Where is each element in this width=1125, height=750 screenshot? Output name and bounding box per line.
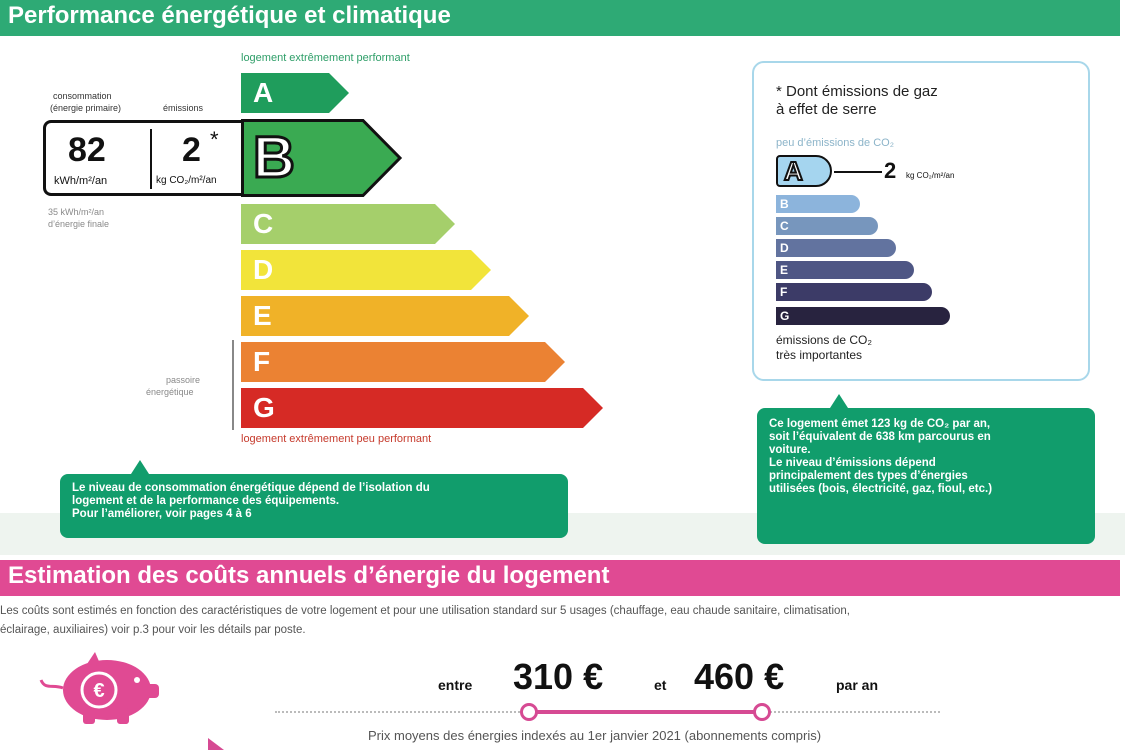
ges-title	[776, 83, 938, 119]
piggy-bank-icon	[35, 650, 165, 725]
final-energy-label: d’énergie finale	[48, 219, 110, 229]
ges-value-unit: kg CO₂/m²/an	[906, 171, 955, 180]
column-emissions-label: émissions	[163, 103, 204, 113]
ges-panel	[752, 61, 1090, 381]
energy-class-g-bar	[241, 388, 605, 428]
energy-class-e-bar	[241, 296, 531, 336]
ges-title-line: à effet de serre	[776, 101, 877, 118]
cost-section-title: Estimation des coûts annuels d’énergie du logement	[0, 560, 1120, 596]
passoire-marker-line	[232, 340, 234, 430]
value-divider	[150, 129, 152, 189]
cost-high-value: 460 €	[694, 656, 785, 697]
energy-note-line: Pour l’améliorer, voir pages 4 à 6	[72, 508, 252, 520]
energy-note-box	[60, 474, 568, 538]
cost-between-label: entre	[438, 677, 473, 693]
energy-class-e-letter: E	[253, 300, 272, 331]
pink-arrow-icon	[208, 738, 224, 750]
ges-note-line: utilisées (bois, électricité, gaz, fioul, etc.)	[769, 483, 993, 495]
ges-class-f-letter: F	[780, 285, 788, 299]
ges-class-c-letter: C	[780, 219, 789, 233]
final-energy-value: 35 kWh/m²/an	[48, 207, 105, 217]
energy-class-a-letter: A	[253, 77, 274, 108]
energy-note-pointer	[131, 460, 149, 474]
passoire-label: passoire	[166, 375, 201, 385]
energy-class-d-letter: D	[253, 254, 274, 285]
ges-class-b-bar	[776, 195, 860, 213]
ges-note-line: Le niveau d’émissions dépend	[769, 457, 936, 469]
ges-class-d-bar	[776, 239, 896, 257]
ges-title-line: * Dont émissions de gaz	[776, 83, 938, 100]
cost-description-line: éclairage, auxiliaires) voir p.3 pour voir les détails par poste.	[0, 624, 306, 636]
ges-class-a-letter: A	[784, 156, 803, 186]
energy-class-f-letter: F	[253, 346, 271, 377]
ges-class-f-bar	[776, 283, 932, 301]
ges-note-line: principalement des types d’énergies	[769, 470, 968, 482]
cost-range-segment	[528, 710, 762, 714]
ges-high-label	[776, 333, 872, 363]
cost-description-line: Les coûts sont estimés en fonction des caractéristiques de votre logement et pour une utilisation standard sur 5 usages (chauffage, eau chaude sanitaire, climatisation,	[0, 605, 851, 617]
energy-note-line: logement et de la performance des équipements.	[72, 495, 340, 507]
scale-top-label: logement extrêmement performant	[241, 52, 410, 64]
column-conso-label: consommation	[53, 91, 112, 101]
cost-footnote: Prix moyens des énergies indexés au 1er janvier 2021 (abonnements compris)	[368, 728, 822, 743]
cost-description	[0, 602, 1125, 640]
ges-class-e-letter: E	[780, 263, 789, 277]
cost-per-year-label: par an	[836, 677, 879, 693]
energy-class-b-bar-current	[241, 119, 403, 197]
energy-value-box	[43, 120, 243, 196]
ges-low-label: peu d’émissions de CO₂	[776, 137, 894, 149]
performance-section-title: Performance énergétique et climatique	[0, 0, 1120, 36]
ges-note-box	[757, 408, 1095, 544]
ges-high-line: très importantes	[776, 348, 863, 362]
consumption-value: 82	[68, 131, 106, 169]
ges-value: 2	[884, 158, 897, 183]
scale-bottom-label: logement extrêmement peu performant	[241, 433, 432, 445]
energy-note-line: Le niveau de consommation énergétique dépend de l’isolation du	[72, 482, 430, 494]
ges-class-a-current	[776, 155, 832, 187]
column-conso-sub-label: (énergie primaire)	[50, 103, 122, 113]
ges-class-b-letter: B	[780, 197, 789, 211]
ges-class-d-letter: D	[780, 241, 789, 255]
ges-note-pointer	[830, 394, 848, 408]
consumption-unit: kWh/m²/an	[54, 175, 108, 187]
passoire-sub-label: énergétique	[146, 387, 194, 397]
ges-high-line: émissions de CO₂	[776, 333, 873, 347]
ges-note-line: Ce logement émet 123 kg de CO₂ par an,	[769, 418, 991, 430]
ges-class-c-bar	[776, 217, 878, 235]
cost-range-high-marker	[753, 703, 771, 721]
ges-note-line: voiture.	[769, 444, 811, 456]
ges-class-g-letter: G	[780, 309, 790, 323]
energy-class-b-letter: B	[253, 125, 295, 190]
emissions-value: 2	[182, 131, 201, 169]
cost-low-value: 310 €	[513, 656, 604, 697]
euro-symbol: €	[93, 680, 105, 702]
emissions-unit: kg CO₂/m²/an	[156, 175, 217, 186]
cost-and-label: et	[654, 677, 667, 693]
ges-class-e-bar	[776, 261, 914, 279]
emissions-asterisk: *	[210, 127, 219, 152]
energy-class-g-letter: G	[253, 392, 275, 423]
cost-range-low-marker	[520, 703, 538, 721]
ges-connector-line	[834, 171, 882, 173]
ges-class-g-bar	[776, 307, 950, 325]
energy-class-c-letter: C	[253, 208, 274, 239]
energy-class-f-bar	[241, 342, 567, 382]
ges-note-line: soit l’équivalent de 638 km parcourus en	[769, 431, 991, 443]
